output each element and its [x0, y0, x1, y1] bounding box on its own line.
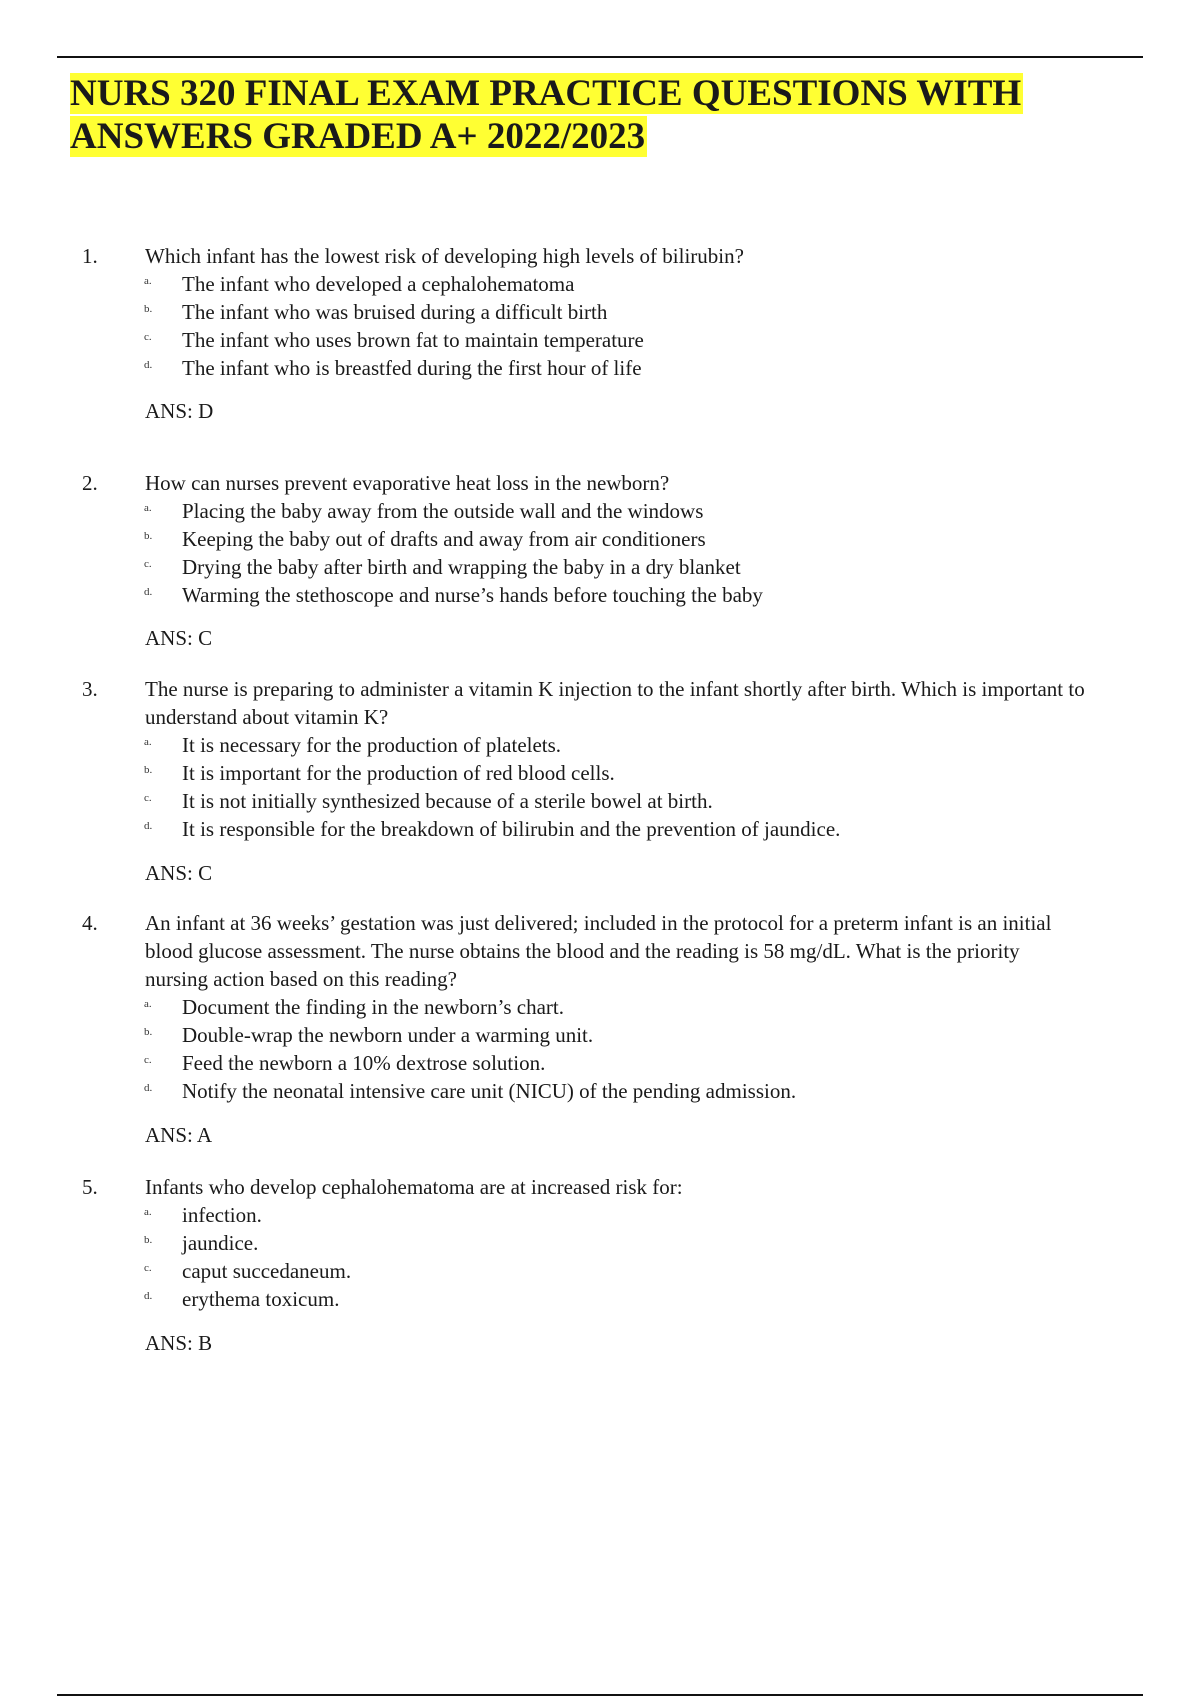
option-text: erythema toxicum. [182, 1287, 340, 1311]
option-text: Keeping the baby out of drafts and away from air conditioners [182, 527, 706, 551]
option-letter: a. [144, 1206, 152, 1218]
option-letter: b. [144, 1234, 153, 1246]
question-number: 4. [82, 911, 98, 935]
option-text: The infant who uses brown fat to maintain temperature [182, 328, 644, 352]
option-letter: a. [144, 736, 152, 748]
question-text: The nurse is preparing to administer a vitamin K injection to the infant shortly after birth. Which is important to understand about vitamin K? [145, 677, 1085, 729]
question-text: Which infant has the lowest risk of developing high levels of bilirubin? [145, 244, 744, 268]
option-text: Document the finding in the newborn’s chart. [182, 995, 564, 1019]
question-number: 5. [82, 1175, 98, 1199]
option-letter: b. [144, 1026, 153, 1038]
option-text: jaundice. [182, 1231, 259, 1255]
option-text: Double-wrap the newborn under a warming unit. [182, 1023, 594, 1047]
option-letter: b. [144, 303, 153, 315]
option-letter: c. [144, 792, 152, 804]
title-line-1: NURS 320 FINAL EXAM PRACTICE QUESTIONS WITH [70, 73, 1022, 114]
option-letter: c. [144, 331, 152, 343]
option-letter: d. [144, 1082, 153, 1094]
option-text: It is necessary for the production of platelets. [182, 733, 562, 757]
question-text: How can nurses prevent evaporative heat loss in the newborn? [145, 471, 670, 495]
option-text: Placing the baby away from the outside wall and the windows [182, 499, 704, 523]
question-number: 2. [82, 471, 98, 495]
option-text: The infant who developed a cephalohematoma [182, 272, 575, 296]
answer-key: ANS: C [145, 861, 213, 885]
option-letter: a. [144, 502, 152, 514]
header-rule [57, 56, 1143, 58]
footer-rule [57, 1694, 1143, 1696]
option-letter: a. [144, 998, 152, 1010]
option-text: Notify the neonatal intensive care unit (NICU) of the pending admission. [182, 1079, 797, 1103]
option-letter: d. [144, 1290, 153, 1302]
question-text: Infants who develop cephalohematoma are at increased risk for: [145, 1175, 683, 1199]
option-letter: d. [144, 820, 153, 832]
option-letter: c. [144, 558, 152, 570]
option-text: It is important for the production of red blood cells. [182, 761, 615, 785]
answer-key: ANS: C [145, 626, 213, 650]
question-number: 1. [82, 244, 98, 268]
answer-key: ANS: D [145, 399, 214, 423]
title-line-2: ANSWERS GRADED A+ 2022/2023 [70, 116, 646, 157]
option-text: The infant who was bruised during a difficult birth [182, 300, 608, 324]
option-letter: d. [144, 359, 153, 371]
option-letter: b. [144, 764, 153, 776]
option-letter: c. [144, 1054, 152, 1066]
option-letter: c. [144, 1262, 152, 1274]
question-number: 3. [82, 677, 98, 701]
option-text: Feed the newborn a 10% dextrose solution. [182, 1051, 546, 1075]
answer-key: ANS: B [145, 1331, 213, 1355]
option-text: It is not initially synthesized because of a sterile bowel at birth. [182, 789, 713, 813]
option-text: The infant who is breastfed during the first hour of life [182, 356, 642, 380]
question-text: An infant at 36 weeks’ gestation was just delivered; included in the protocol for a preterm infant is an initial blood glucose assessment. The nurse obtains the blood and the reading is 58 mg/dL. What is the priority nursing action based on this reading? [145, 911, 1052, 991]
option-letter: a. [144, 275, 152, 287]
document-title [70, 72, 1070, 158]
option-text: It is responsible for the breakdown of bilirubin and the prevention of jaundice. [182, 817, 841, 841]
option-text: caput succedaneum. [182, 1259, 352, 1283]
option-text: infection. [182, 1203, 262, 1227]
option-letter: b. [144, 530, 153, 542]
answer-key: ANS: A [145, 1123, 213, 1147]
option-letter: d. [144, 586, 153, 598]
option-text: Warming the stethoscope and nurse’s hands before touching the baby [182, 583, 763, 607]
option-text: Drying the baby after birth and wrapping the baby in a dry blanket [182, 555, 741, 579]
